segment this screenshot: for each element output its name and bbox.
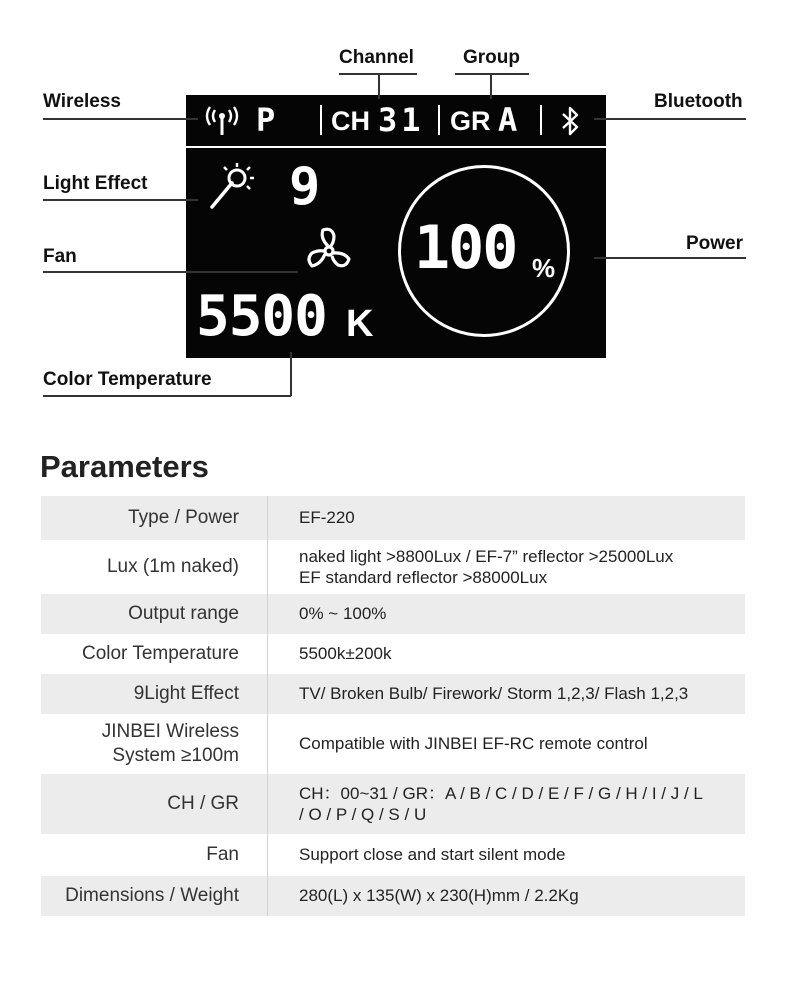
param-value-line: EF standard reflector >88000Lux bbox=[299, 568, 548, 587]
callout-line bbox=[43, 118, 198, 120]
channel-label: CH bbox=[331, 106, 370, 136]
table-row bbox=[41, 834, 745, 876]
table-row bbox=[41, 714, 745, 774]
callout-line bbox=[290, 352, 292, 396]
column-divider bbox=[267, 496, 268, 540]
lcd-display bbox=[186, 95, 606, 358]
param-label: Fan bbox=[206, 844, 239, 866]
lcd-separator bbox=[186, 146, 606, 148]
callout-line bbox=[455, 73, 529, 75]
callout-fan: Fan bbox=[43, 246, 77, 267]
group-label: GR bbox=[450, 106, 491, 136]
table-row bbox=[41, 634, 745, 674]
param-value: 0% ~ 100% bbox=[299, 604, 387, 624]
callout-bluetooth: Bluetooth bbox=[654, 91, 743, 112]
param-value: EF-220 bbox=[299, 508, 355, 528]
light-effect-value: 9 bbox=[289, 157, 321, 217]
parameters-table bbox=[41, 496, 745, 916]
bluetooth-icon bbox=[558, 105, 582, 142]
column-divider bbox=[267, 876, 268, 916]
column-divider bbox=[267, 834, 268, 876]
color-temperature-value: 5500 bbox=[196, 284, 327, 349]
param-value: 5500k±200k bbox=[299, 644, 392, 664]
callout-line bbox=[43, 395, 291, 397]
callout-line bbox=[378, 73, 380, 99]
callout-channel: Channel bbox=[339, 47, 414, 68]
param-value-line: naked light >8800Lux / EF-7” reflector >25000Lux bbox=[299, 546, 674, 566]
param-label-line: JINBEI Wireless bbox=[101, 721, 239, 743]
column-divider bbox=[267, 594, 268, 634]
param-label: Output range bbox=[128, 603, 239, 625]
table-row bbox=[41, 540, 745, 594]
param-value: 280(L) x 135(W) x 230(H)mm / 2.2Kg bbox=[299, 886, 579, 906]
table-row bbox=[41, 774, 745, 834]
column-divider bbox=[267, 714, 268, 774]
table-row bbox=[41, 674, 745, 714]
light-effect-icon bbox=[206, 161, 258, 218]
param-value bbox=[267, 546, 745, 589]
callout-line bbox=[594, 118, 746, 120]
channel-value: 31 bbox=[378, 101, 425, 139]
lcd-divider bbox=[438, 105, 440, 135]
column-divider bbox=[267, 540, 268, 594]
power-unit: % bbox=[532, 253, 556, 283]
callout-line bbox=[594, 257, 746, 259]
table-row bbox=[41, 594, 745, 634]
param-value bbox=[267, 783, 745, 826]
param-label: Type / Power bbox=[128, 507, 239, 529]
parameters-title: Parameters bbox=[40, 449, 209, 484]
param-value-line: CH：00~31 / GR：A / B / C / D / E / F / G / H / I / J / L bbox=[299, 783, 703, 803]
column-divider bbox=[267, 774, 268, 834]
param-value: Compatible with JINBEI EF-RC remote control bbox=[299, 734, 648, 754]
param-label: 9Light Effect bbox=[133, 683, 239, 705]
lcd-divider bbox=[540, 105, 542, 135]
param-label: Lux (1m naked) bbox=[106, 556, 239, 578]
callout-light-effect: Light Effect bbox=[43, 173, 148, 194]
callout-group: Group bbox=[463, 47, 520, 68]
param-label: CH / GR bbox=[167, 793, 239, 815]
param-label: Color Temperature bbox=[81, 643, 239, 665]
callout-wireless: Wireless bbox=[43, 91, 121, 112]
wireless-icon bbox=[202, 105, 242, 142]
wireless-mode-value: P bbox=[256, 101, 276, 139]
param-label-line: System ≥100m bbox=[112, 745, 239, 766]
param-label: Dimensions / Weight bbox=[65, 885, 239, 907]
param-label bbox=[41, 720, 267, 768]
group-value: A bbox=[498, 101, 518, 139]
column-divider bbox=[267, 634, 268, 674]
power-value: 100 bbox=[414, 213, 517, 283]
callout-power: Power bbox=[686, 233, 744, 254]
fan-icon bbox=[302, 225, 356, 282]
table-row bbox=[41, 876, 745, 916]
param-value-line: / O / P / Q / S / U bbox=[299, 805, 427, 824]
param-value: Support close and start silent mode bbox=[299, 845, 566, 865]
callout-line bbox=[43, 271, 298, 273]
lcd-divider bbox=[320, 105, 322, 135]
callout-line bbox=[490, 73, 492, 99]
table-row bbox=[41, 496, 745, 540]
callout-line bbox=[43, 199, 198, 201]
callout-color-temperature: Color Temperature bbox=[43, 369, 212, 390]
column-divider bbox=[267, 674, 268, 714]
param-value: TV/ Broken Bulb/ Firework/ Storm 1,2,3/ Flash 1,2,3 bbox=[299, 684, 689, 704]
color-temperature-unit: K bbox=[346, 303, 374, 345]
